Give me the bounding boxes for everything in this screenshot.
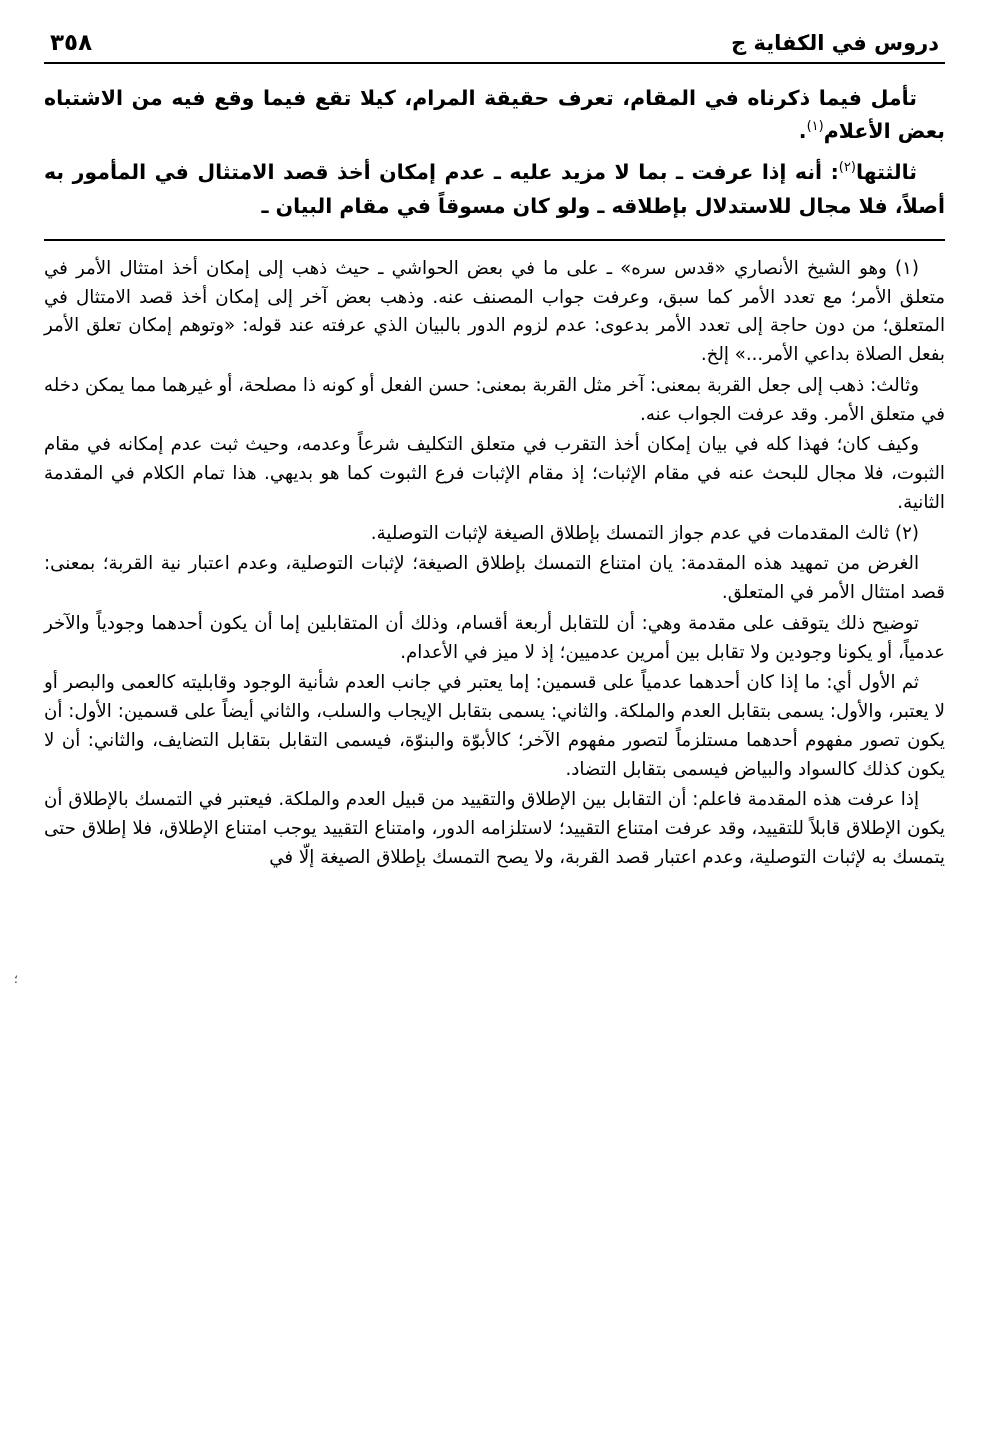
footnote-ref-1[interactable]: (١) — [806, 119, 824, 135]
footnote-ref-2[interactable]: (٢) — [838, 160, 856, 176]
footnote-item — [44, 550, 945, 608]
book-title: دروس في الكفاية ج — [731, 31, 939, 55]
main-paragraph-1 — [44, 82, 945, 148]
footnote-text: الغرض من تمهيد هذه المقدمة: يان امتناع التمسك بإطلاق الصيغة؛ لإثبات التوصلية، وعدم اعتبار نية القربة؛ بمعنى: قصد امتثال الأمر في المتعلق. — [44, 553, 945, 604]
footnote-text: ثم الأول أي: ما إذا كان أحدهما عدمياً على قسمين: إما يعتبر في جانب العدم شأنية الوجود وقابليته كالعمى والبصر أو لا يعتبر، والأول: يسمى بتقابل العدم والملكة. والثاني: يسمى بتقابل الإيجاب والسلب، والثاني أيضاً على قسمين: الأول: أن يكون تصور مفهوم أحدهما مستلزماً لتصور مفهوم الآخر؛ كالأبوّة والبنوّة، فيسمى التقابل بتقابل التضايف، والثاني: أن لا يكون كذلك كالسواد والبياض فيسمى بتقابل التضاد. — [44, 672, 945, 780]
footnote-marker: (٢) — [895, 522, 919, 544]
main-paragraph-2 — [44, 156, 945, 222]
main-paragraph-1-tail: . — [798, 119, 807, 144]
header-divider — [44, 62, 945, 64]
footnote-text: وكيف كان؛ فهذا كله في بيان إمكان أخذ التقرب في متعلق التكليف شرعاً وعدمه، وحيث ثبت عدم إمكانه في مقام الثبوت، فلا مجال للبحث عنه في مقام الإثبات؛ إذ مقام الإثبات فرع الثبوت كما هو بديهي. هذا تمام الكلام في المقدمة الثانية. — [44, 434, 945, 513]
footnote-text: توضيح ذلك يتوقف على مقدمة وهي: أن للتقابل أربعة أقسام، وذلك أن المتقابلين إما أن يكون أحدهما وجودياً والآخر عدمياً، أو يكونا وجودين ولا تقابل بين أمرين عدميين؛ إذ لا ميز في الأعدام. — [44, 612, 945, 663]
footnote-text: إذا عرفت هذه المقدمة فاعلم: أن التقابل بين الإطلاق والتقييد من قبيل العدم والملكة. فيعتبر في التمسك بالإطلاق أن يكون الإطلاق قابلاً للتقييد، وقد عرفت امتناع التقييد؛ لاستلزامه الدور، وامتناع التقييد يوجب امتناع الإطلاق، فلا إطلاق حتى يتمسك به لإثبات التوصلية، وعدم اعتبار قصد القربة، ولا يصح التمسك بإطلاق الصيغة إلّا في — [44, 789, 945, 868]
footnote-divider — [44, 239, 945, 241]
footnotes-section — [44, 255, 945, 873]
footnote-text: ثالث المقدمات في عدم جواز التمسك بإطلاق الصيغة لإثبات التوصلية. — [370, 522, 890, 544]
footnote-item — [44, 669, 945, 784]
main-paragraph-1-text: تأمل فيما ذكرناه في المقام، تعرف حقيقة المرام، كيلا تقع فيما وقع فيه من الاشتباه بعض الأعلام — [44, 86, 945, 144]
footnote-text: وهو الشيخ الأنصاري «قدس سره» ـ على ما في بعض الحواشي ـ حيث ذهب إلى إمكان أخذ امتثال الأمر في متعلق الأمر؛ مع تعدد الأمر كما سبق، وعرفت جواب المصنف عنه. وذهب بعض آخر إلى إمكان أخذ قصد الامتثال في المتعلق؛ من دون حاجة إلى تعدد الأمر بدعوى: عدم لزوم الدور بالبيان الذي عرفته عند قوله: «وتوهم إمكان تعلق الأمر بفعل الصلاة بداعي الأمر...» إلخ. — [44, 257, 945, 366]
footnote-item — [44, 255, 945, 370]
main-body — [44, 82, 945, 223]
footnote-item — [44, 431, 945, 517]
margin-mark: ؛ — [14, 972, 18, 986]
footnote-marker: (١) — [894, 257, 919, 279]
footnote-text: وثالث: ذهب إلى جعل القربة بمعنى: آخر مثل القربة بمعنى: حسن الفعل أو كونه ذا مصلحة، أو غيرهما مما يمكن دخله في متعلق الأمر. وقد عرفت الجواب عنه. — [44, 374, 945, 425]
main-paragraph-2-text: ثالثتها — [855, 160, 917, 185]
footnote-item — [44, 372, 945, 430]
main-paragraph-2-tail: : أنه إذا عرفت ـ بما لا مزيد عليه ـ عدم إمكان أخذ قصد الامتثال في المأمور به أصلاً، فلا مجال للاستدلال بإطلاقه ـ ولو كان مسوقاً في مقام البيان ـ — [44, 160, 945, 218]
footnote-item — [44, 520, 945, 549]
footnote-item — [44, 610, 945, 668]
footnote-item — [44, 786, 945, 872]
page-header — [44, 30, 945, 56]
page-number: ٣٥٨ — [50, 30, 93, 56]
